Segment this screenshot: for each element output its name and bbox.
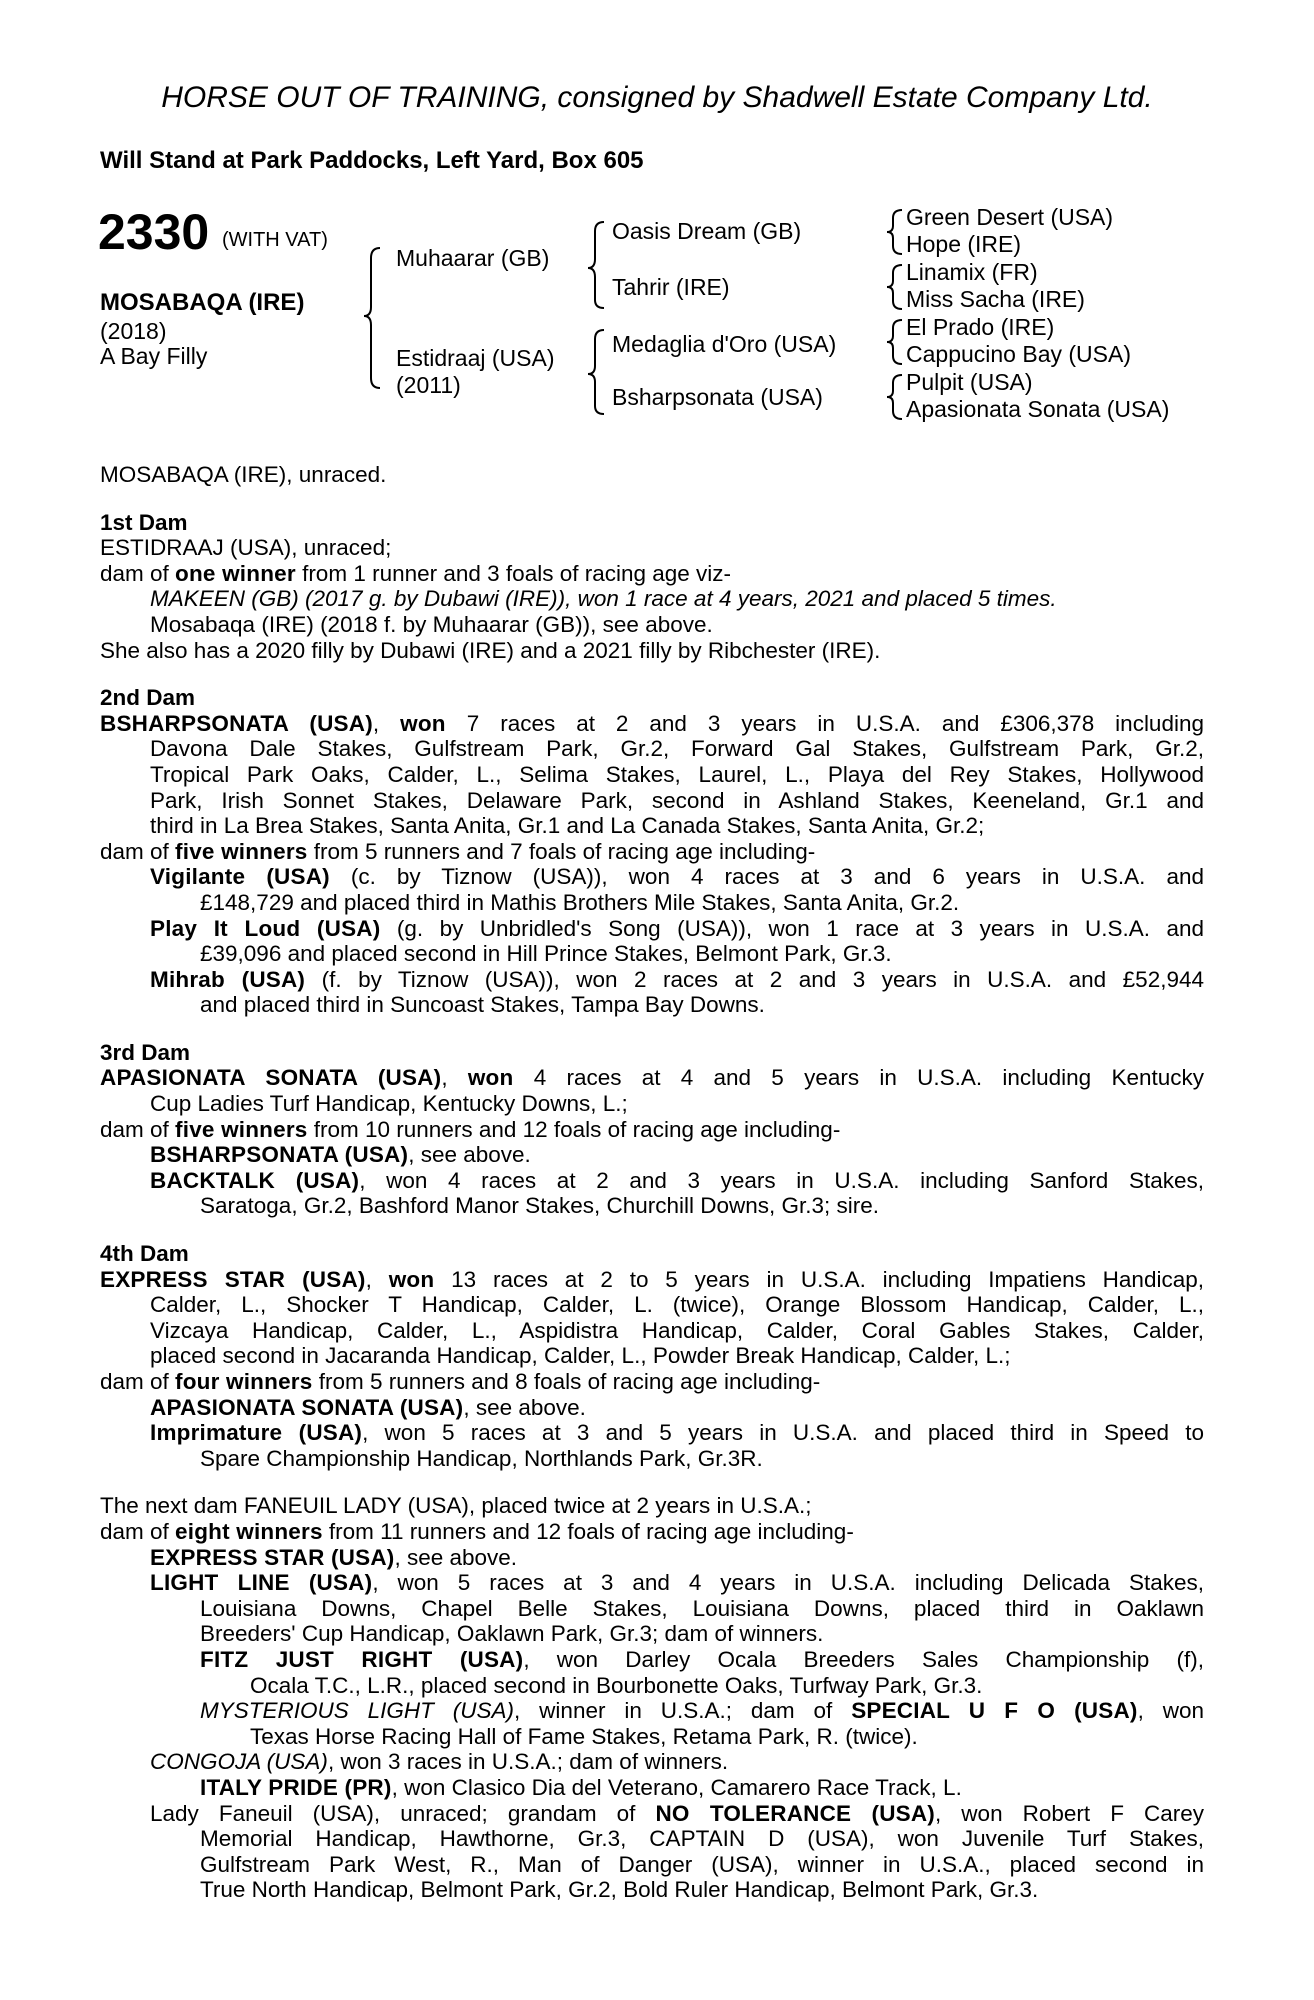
first-dam-produce-1: MAKEEN (GB) (2017 g. by Dubawi (IRE)), won 1 race at 4 years, 2021 and placed 5 times. xyxy=(150,586,1057,612)
bracket-g4 xyxy=(887,375,902,419)
next-dam-produce-2c: Breeders' Cup Handicap, Oaklawn Park, Gr.3; dam of winners. xyxy=(200,1621,824,1647)
next-dam-produce-3: FITZ JUST RIGHT (USA), won Darley Ocala Breeders Sales Championship (f), xyxy=(200,1646,1204,1672)
fourth-dam-line-5: dam of four winners from 5 runners and 8 foals of racing age including- xyxy=(100,1369,821,1394)
pedigree-dam: Estidraaj (USA) xyxy=(396,345,555,371)
first-dam-produce-2: Mosabaqa (IRE) (2018 f. by Muhaarar (GB)), see above. xyxy=(150,611,713,637)
vat-label: (WITH VAT) xyxy=(222,229,328,251)
second-dam-produce-1: Vigilante (USA) (c. by Tiznow (USA)), won 4 races at 3 and 6 years in U.S.A. and xyxy=(150,864,1204,890)
fourth-dam-line-2: Calder, L., Shocker T Handicap, Calder, L. (twice), Orange Blossom Handicap, Calder, L., xyxy=(150,1292,1204,1318)
bracket-g1 xyxy=(887,210,902,254)
page-title: HORSE OUT OF TRAINING, consigned by Shadwell Estate Company Ltd. xyxy=(161,81,1153,114)
third-dam-produce-2b: Saratoga, Gr.2, Bashford Manor Stakes, Churchill Downs, Gr.3; sire. xyxy=(200,1193,880,1219)
next-dam-produce-2: LIGHT LINE (USA), won 5 races at 3 and 4 years in U.S.A. including Delicada Stakes, xyxy=(150,1570,1204,1596)
pedigree-dam-year: (2011) xyxy=(396,372,461,398)
fourth-dam-produce-2b: Spare Championship Handicap, Northlands Park, Gr.3R. xyxy=(200,1445,763,1471)
third-dam-line-2: Cup Ladies Turf Handicap, Kentucky Downs, L.; xyxy=(150,1091,628,1117)
next-dam-produce-6: ITALY PRIDE (PR), won Clasico Dia del Veterano, Camarero Race Track, L. xyxy=(200,1774,962,1800)
next-dam-produce-7d: True North Handicap, Belmont Park, Gr.2, Bold Ruler Handicap, Belmont Park, Gr.3. xyxy=(200,1877,1039,1903)
next-dam-produce-3b: Ocala T.C., L.R., placed second in Bourbonette Oaks, Turfway Park, Gr.3. xyxy=(250,1672,983,1698)
stand-location: Will Stand at Park Paddocks, Left Yard, Box 605 xyxy=(100,147,644,174)
pedigree-g4: Miss Sacha (IRE) xyxy=(906,286,1085,312)
bracket-dam xyxy=(588,330,604,414)
third-dam-line-1: APASIONATA SONATA (USA), won 4 races at 4 and 5 years in U.S.A. including Kentucky xyxy=(100,1065,1204,1091)
second-dam-line-2: Davona Dale Stakes, Gulfstream Park, Gr.2, Forward Gal Stakes, Gulfstream Park, Gr.2, xyxy=(150,736,1204,762)
next-dam-produce-7: Lady Faneuil (USA), unraced; grandam of NO TOLERANCE (USA), won Robert F Carey xyxy=(150,1800,1205,1826)
third-dam-produce-2: BACKTALK (USA), won 4 races at 2 and 3 years in U.S.A. including Sanford Stakes, xyxy=(150,1167,1204,1193)
horse-name: MOSABAQA (IRE) xyxy=(100,289,305,316)
next-dam-produce-4b: Texas Horse Racing Hall of Fame Stakes, Retama Park, R. (twice). xyxy=(250,1723,918,1749)
pedigree-sire-dam: Tahrir (IRE) xyxy=(612,274,730,300)
second-dam-produce-1b: £148,729 and placed third in Mathis Brothers Mile Stakes, Santa Anita, Gr.2. xyxy=(200,889,960,915)
horse-description: A Bay Filly xyxy=(100,343,208,369)
first-dam-heading: 1st Dam xyxy=(100,509,188,535)
second-dam-heading: 2nd Dam xyxy=(100,685,196,711)
pedigree-sire: Muhaarar (GB) xyxy=(396,245,550,271)
second-dam-produce-2: Play It Loud (USA) (g. by Unbridled's Song (USA)), won 1 race at 3 years in U.S.A. and xyxy=(150,915,1204,941)
next-dam-produce-2b: Louisiana Downs, Chapel Belle Stakes, Louisiana Downs, placed third in Oaklawn xyxy=(200,1595,1204,1621)
second-dam-produce-3: Mihrab (USA) (f. by Tiznow (USA)), won 2 races at 2 and 3 years in U.S.A. and £52,944 xyxy=(150,966,1204,992)
second-dam-produce-3b: and placed third in Suncoast Stakes, Tampa Bay Downs. xyxy=(200,992,765,1018)
second-dam-line-6: dam of five winners from 5 runners and 7 foals of racing age including- xyxy=(100,838,816,864)
pedigree-g7: Pulpit (USA) xyxy=(906,369,1033,395)
next-dam-produce-4: MYSTERIOUS LIGHT (USA), winner in U.S.A.; dam of SPECIAL U F O (USA), won xyxy=(200,1698,1205,1724)
fourth-dam-heading: 4th Dam xyxy=(100,1241,189,1267)
second-dam-line-3: Tropical Park Oaks, Calder, L., Selima Stakes, Laurel, L., Playa del Rey Stakes, Hollywood xyxy=(150,761,1204,787)
second-dam-line-1: BSHARPSONATA (USA), won 7 races at 2 and 3 years in U.S.A. and £306,378 including xyxy=(100,710,1204,736)
second-dam-line-4: Park, Irish Sonnet Stakes, Delaware Park, second in Ashland Stakes, Keeneland, Gr.1 and xyxy=(150,787,1204,813)
bracket-sire xyxy=(588,222,604,308)
next-dam-produce-7b: Memorial Handicap, Hawthorne, Gr.3, CAPTAIN D (USA), won Juvenile Turf Stakes, xyxy=(200,1826,1204,1852)
bracket-main xyxy=(364,248,380,388)
pedigree-g1: Green Desert (USA) xyxy=(906,204,1114,230)
fourth-dam-line-4: placed second in Jacaranda Handicap, Calder, L., Powder Break Handicap, Calder, L.; xyxy=(150,1343,1011,1369)
next-dam-line-2: dam of eight winners from 11 runners and 12 foals of racing age including- xyxy=(100,1518,854,1544)
next-dam-produce-5: CONGOJA (USA), won 3 races in U.S.A.; dam of winners. xyxy=(150,1749,729,1775)
next-dam-line-1: The next dam FANEUIL LADY (USA), placed twice at 2 years in U.S.A.; xyxy=(100,1493,812,1519)
pedigree-g8: Apasionata Sonata (USA) xyxy=(906,396,1170,422)
fourth-dam-line-3: Vizcaya Handicap, Calder, L., Aspidistra Handicap, Calder, Coral Gables Stakes, Calder, xyxy=(150,1317,1204,1343)
bracket-g3 xyxy=(887,320,902,364)
first-dam-line-1: ESTIDRAAJ (USA), unraced; xyxy=(100,535,392,561)
second-dam-produce-2b: £39,096 and placed second in Hill Prince Stakes, Belmont Park, Gr.3. xyxy=(200,941,892,967)
catalogue-body xyxy=(100,462,1204,1903)
second-dam-line-5: third in La Brea Stakes, Santa Anita, Gr.1 and La Canada Stakes, Santa Anita, Gr.2; xyxy=(150,813,985,839)
next-dam-produce-7c: Gulfstream Park West, R., Man of Danger (USA), winner in U.S.A., placed second in xyxy=(200,1851,1204,1877)
fourth-dam-line-1: EXPRESS STAR (USA), won 13 races at 2 to 5 years in U.S.A. including Impatiens Handicap, xyxy=(100,1266,1204,1292)
pedigree-sire-sire: Oasis Dream (GB) xyxy=(612,218,802,244)
third-dam-line-3: dam of five winners from 10 runners and 12 foals of racing age including- xyxy=(100,1116,841,1142)
bracket-g2 xyxy=(887,265,902,309)
first-dam-line-2: dam of one winner from 1 runner and 3 foals of racing age viz- xyxy=(100,560,732,586)
pedigree-g3: Linamix (FR) xyxy=(906,259,1038,285)
pedigree-dam-dam: Bsharpsonata (USA) xyxy=(612,384,823,410)
next-dam-produce-1: EXPRESS STAR (USA), see above. xyxy=(150,1544,518,1570)
pedigree-g2: Hope (IRE) xyxy=(906,231,1022,257)
third-dam-heading: 3rd Dam xyxy=(100,1039,191,1065)
lot-number: 2330 xyxy=(98,204,210,260)
pedigree-g5: El Prado (IRE) xyxy=(906,314,1055,340)
pedigree-g6: Cappucino Bay (USA) xyxy=(906,341,1131,367)
pedigree-dam-sire: Medaglia d'Oro (USA) xyxy=(612,331,837,357)
fourth-dam-produce-1: APASIONATA SONATA (USA), see above. xyxy=(150,1394,586,1420)
intro-line: MOSABAQA (IRE), unraced. xyxy=(100,462,387,487)
third-dam-produce-1: BSHARPSONATA (USA), see above. xyxy=(150,1142,531,1168)
first-dam-line-5: She also has a 2020 filly by Dubawi (IRE) and a 2021 filly by Ribchester (IRE). xyxy=(100,637,881,663)
horse-year: (2018) xyxy=(100,318,167,344)
fourth-dam-produce-2: Imprimature (USA), won 5 races at 3 and 5 years in U.S.A. and placed third in Speed to xyxy=(150,1420,1204,1446)
